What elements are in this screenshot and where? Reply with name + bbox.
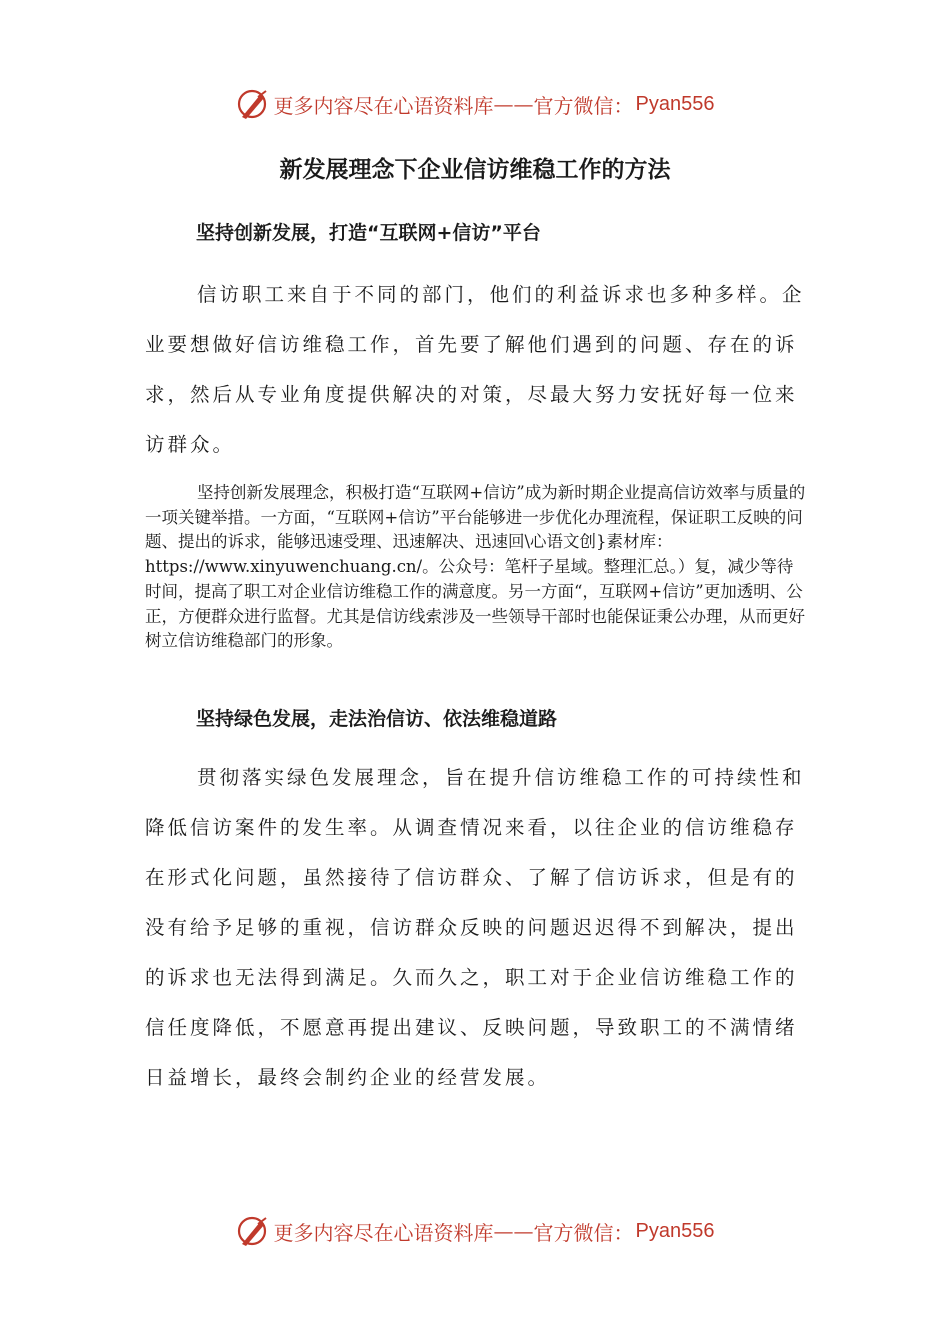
brand-handle: Pyan556 xyxy=(635,92,715,115)
brand-handle: Pyan556 xyxy=(635,1219,715,1242)
pen-logo-icon xyxy=(236,1214,270,1248)
brand-text: 更多内容尽在心语资料库 xyxy=(273,93,494,118)
paragraph-1: 信访职工来自于不同的部门，他们的利益诉求也多种多样。企业要想做好信访维稳工作，首先要了解他们遇到的问题、存在的诉求，然后从专业角度提供解决的对策，尽最大努力安抚好每一位来访群众。 xyxy=(145,283,805,456)
paragraph-2: 坚持创新发展理念，积极打造“互联网+信访”成为新时期企业提高信访效率与质量的一项关键举措。一方面，“互联网+信访”平台能够进一步优化办理流程，保证职工反映的问题、提出的诉求，能够迅速受理、迅速解决、迅速回\心语文创}素材库：https://www.xinyuwenchuang.cn/。公众号：笔杆子星域。整理汇总。）复，减少等待时间，提高了职工对企业信访维稳工作的满意度。另一方面“，互联网+信访”更加透明、公正，方便群众进行监督。尤其是信访线索涉及一些领导干部时也能保证秉公办理，从而更好树立信访维稳部门的形象。 xyxy=(145,483,806,651)
section1-heading: 坚持创新发展，打造“互联网+信访”平台 xyxy=(196,222,541,244)
brand-separator: —— xyxy=(493,92,534,116)
pen-logo-icon xyxy=(236,87,270,121)
brand-wechat-label: 官方微信： xyxy=(533,1220,634,1245)
paragraph-3: 贯彻落实绿色发展理念，旨在提升信访维稳工作的可持续性和降低信访案件的发生率。从调查情况来看，以往企业的信访维稳存在形式化问题，虽然接待了信访群众、了解了信访诉求，但是有的没有给予足够的重视，信访群众反映的问题迟迟得不到解决，提出的诉求也无法得到满足。久而久之，职工对于企业信访维稳工作的信任度降低，不愿意再提出建议、反映问题，导致职工的不满情绪日益增长，最终会制约企业的经营发展。 xyxy=(145,766,805,1089)
section2-heading: 坚持绿色发展，走法治信访、依法维稳道路 xyxy=(196,708,558,730)
brand-separator: —— xyxy=(493,1219,534,1243)
document-title: 新发展理念下企业信访维稳工作的方法 xyxy=(279,157,671,183)
brand-text: 更多内容尽在心语资料库 xyxy=(273,1220,494,1245)
header-brand-banner xyxy=(0,84,950,124)
brand-wechat-label: 官方微信： xyxy=(533,93,634,118)
footer-brand-banner xyxy=(0,1211,950,1251)
